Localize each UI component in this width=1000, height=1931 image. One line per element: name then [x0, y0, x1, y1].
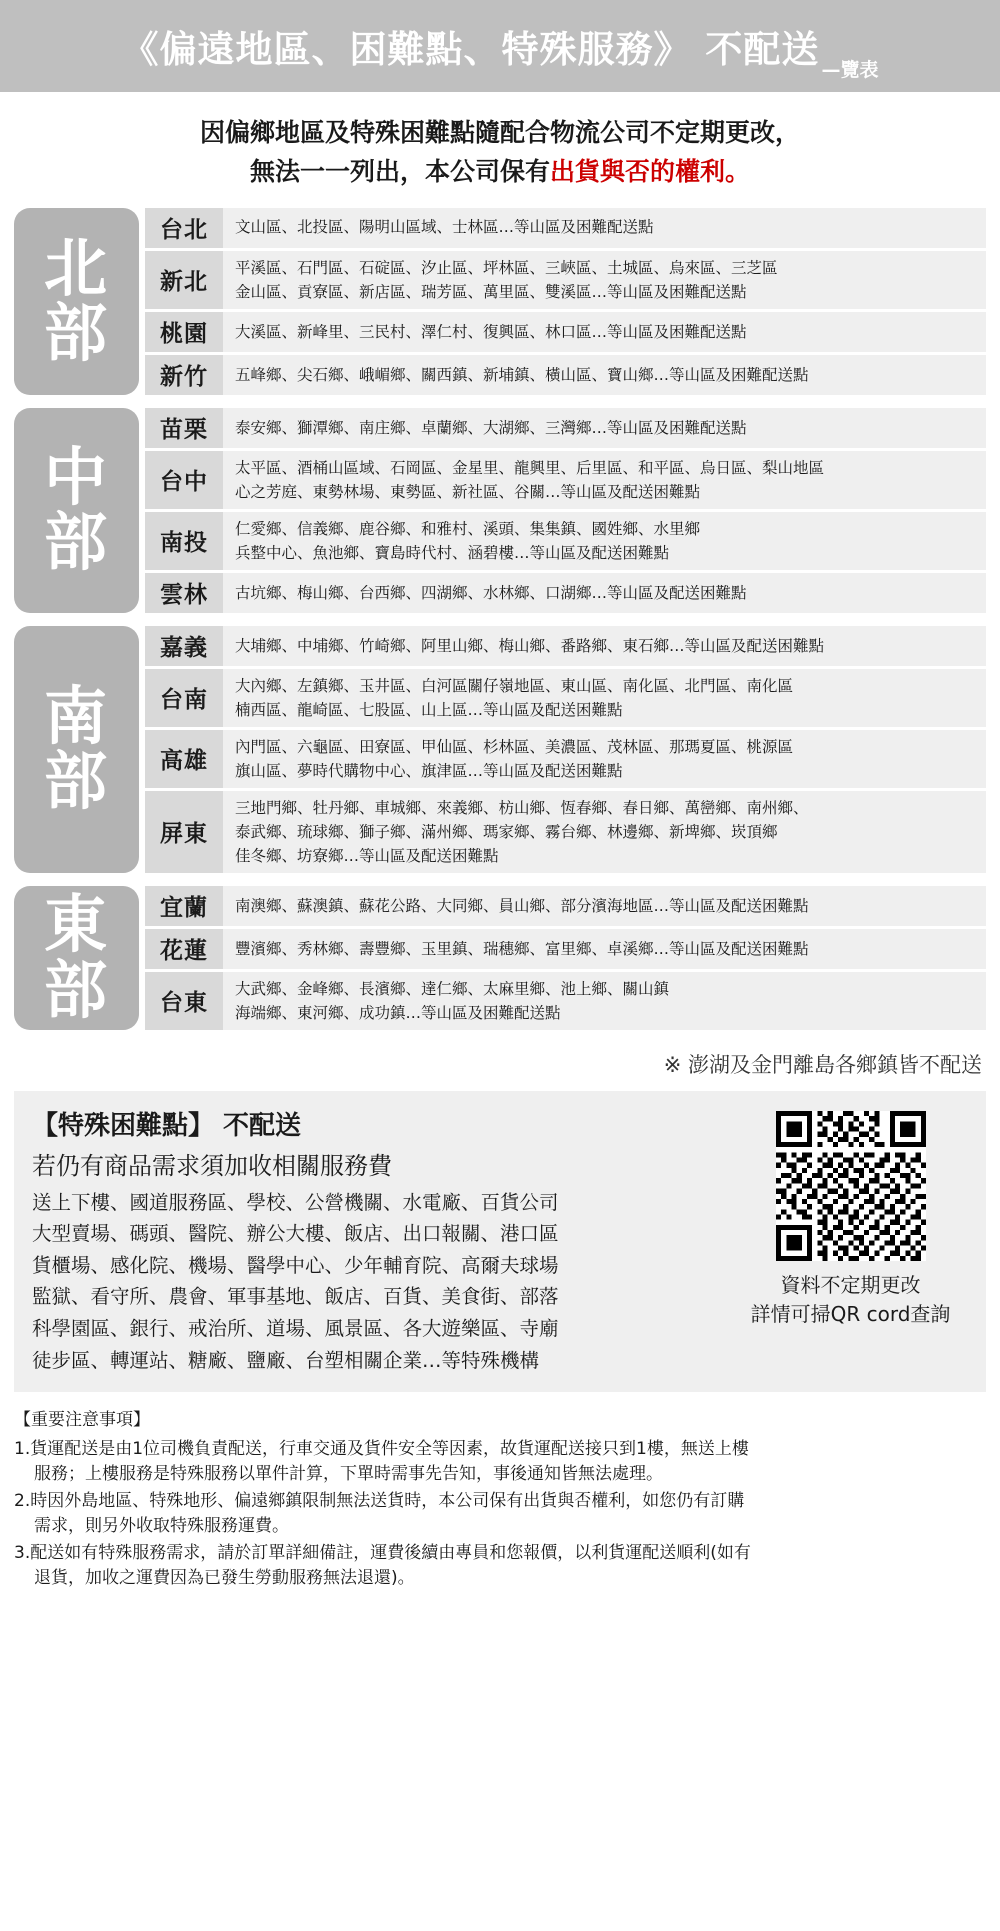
- table-row: [145, 972, 986, 1030]
- area-detail-line: 泰安鄉、獅潭鄉、南庄鄉、卓蘭鄉、大湖鄉、三灣鄉…等山區及困難配送點: [235, 418, 747, 437]
- footer-note-line: 退貨，加收之運費因為已發生勞動服務無法退還)。: [34, 1568, 415, 1589]
- footer-note-line: 2.時因外島地區、特殊地形、偏遠鄉鎮限制無法送貨時，本公司保有出貨與否權利，如您仍有訂購: [14, 1490, 745, 1511]
- area-detail-line: 古坑鄉、梅山鄉、台西鄉、四湖鄉、水林鄉、口湖鄉…等山區及配送困難點: [235, 583, 747, 602]
- footer-notes: [0, 1392, 1000, 1613]
- table-row: [145, 886, 986, 926]
- footer-title: 【重要注意事項】: [14, 1410, 150, 1431]
- special-list-item: 貨櫃場、感化院、機場、醫學中心、少年輔育院、高爾夫球場: [32, 1253, 559, 1277]
- area-detail: [223, 886, 986, 926]
- special-left-column: [32, 1105, 733, 1376]
- area-detail-line: 仁愛鄉、信義鄉、鹿谷鄉、和雅村、溪頭、集集鎮、國姓鄉、水里鄉: [235, 519, 701, 538]
- footer-note-line: 服務；上樓服務是特殊服務以單件計算，下單時需事先告知，事後通知皆無法處理。: [34, 1464, 663, 1485]
- table-row: [145, 929, 986, 969]
- city-label: 桃園: [145, 312, 223, 352]
- region-rows: [145, 626, 986, 873]
- area-detail-line: 楠西區、龍崎區、七股區、山上區…等山區及配送困難點: [235, 700, 623, 719]
- region-group: [14, 626, 986, 873]
- area-detail: [223, 626, 986, 666]
- area-detail: [223, 251, 986, 309]
- special-difficult-points-block: [14, 1091, 986, 1392]
- city-label: 苗栗: [145, 408, 223, 448]
- special-list: [32, 1187, 733, 1376]
- footer-note: [14, 1437, 986, 1488]
- notice-line-2: [0, 153, 1000, 192]
- area-detail: [223, 512, 986, 570]
- page-title-suffix: —覽表: [821, 59, 879, 81]
- area-detail-line: 平溪區、石門區、石碇區、汐止區、坪林區、三峽區、土城區、烏來區、三芝區: [235, 258, 778, 277]
- area-detail-line: 佳冬鄉、坊寮鄉…等山區及配送困難點: [235, 846, 499, 865]
- area-detail-line: 三地門鄉、牡丹鄉、車城鄉、來義鄉、枋山鄉、恆春鄉、春日鄉、萬巒鄉、南州鄉、: [235, 798, 809, 817]
- area-detail: [223, 929, 986, 969]
- area-detail-line: 大溪區、新峰里、三民村、澤仁村、復興區、林口區…等山區及困難配送點: [235, 322, 747, 341]
- city-label: 新北: [145, 251, 223, 309]
- area-detail: [223, 791, 986, 873]
- table-row: [145, 791, 986, 873]
- table-row: [145, 355, 986, 395]
- area-detail-line: 兵整中心、魚池鄉、寶島時代村、涵碧樓…等山區及配送困難點: [235, 543, 670, 562]
- city-label: 嘉義: [145, 626, 223, 666]
- area-detail-line: 泰武鄉、琉球鄉、獅子鄉、滿州鄉、瑪家鄉、霧台鄉、林邊鄉、新埤鄉、崁頂鄉: [235, 822, 778, 841]
- table-row: [145, 312, 986, 352]
- page-title: 《偏遠地區、困難點、特殊服務》 不配送: [121, 28, 820, 71]
- area-detail: [223, 355, 986, 395]
- table-row: [145, 408, 986, 448]
- area-detail-line: 旗山區、夢時代購物中心、旗津區…等山區及配送困難點: [235, 761, 623, 780]
- area-detail-line: 大武鄉、金峰鄉、長濱鄉、達仁鄉、太麻里鄉、池上鄉、關山鎮: [235, 979, 670, 998]
- area-detail-line: 大內鄉、左鎮鄉、玉井區、白河區關仔嶺地區、東山區、南化區、北門區、南化區: [235, 676, 794, 695]
- island-note: ※ 澎湖及金門離島各鄉鎮皆不配送: [663, 1052, 982, 1077]
- area-detail: [223, 972, 986, 1030]
- area-detail: [223, 573, 986, 613]
- qr-caption: [751, 1271, 951, 1329]
- region-group: [14, 208, 986, 395]
- area-detail-line: 大埔鄉、中埔鄉、竹崎鄉、阿里山鄉、梅山鄉、番路鄉、東石鄉…等山區及配送困難點: [235, 636, 825, 655]
- area-detail: [223, 312, 986, 352]
- region-label: 東部: [14, 886, 139, 1030]
- footer-note-line: 1.貨運配送是由1位司機負責配送，行車交通及貨件安全等因素，故貨運配送接只到1樓，無送上樓: [14, 1438, 749, 1459]
- area-detail: [223, 408, 986, 448]
- city-label: 屏東: [145, 791, 223, 873]
- notice-block: [0, 92, 1000, 208]
- area-detail-line: 文山區、北投區、陽明山區域、士林區…等山區及困難配送點: [235, 218, 654, 237]
- city-label: 花蓮: [145, 929, 223, 969]
- special-list-item: 送上下樓、國道服務區、學校、公營機關、水電廠、百貨公司: [32, 1190, 559, 1214]
- special-list-item: 徒步區、轉運站、糖廠、鹽廠、台塑相關企業…等特殊機構: [32, 1348, 540, 1372]
- footer-note: [14, 1541, 986, 1592]
- area-detail-line: 南澳鄉、蘇澳鎮、蘇花公路、大同鄉、員山鄉、部分濱海地區…等山區及配送困難點: [235, 896, 809, 915]
- region-rows: [145, 408, 986, 613]
- table-row: [145, 573, 986, 613]
- notice-line-2-highlight: 出貨與否的權利。: [550, 156, 751, 186]
- region-label: 北部: [14, 208, 139, 395]
- area-detail: [223, 669, 986, 727]
- area-detail-line: 海端鄉、東河鄉、成功鎮…等山區及困難配送點: [235, 1003, 561, 1022]
- area-detail-line: 豐濱鄉、秀林鄉、壽豐鄉、玉里鎮、瑞穗鄉、富里鄉、卓溪鄉…等山區及配送困難點: [235, 939, 809, 958]
- city-label: 台中: [145, 451, 223, 509]
- city-label: 雲林: [145, 573, 223, 613]
- area-detail: [223, 451, 986, 509]
- city-label: 新竹: [145, 355, 223, 395]
- special-list-item: 科學園區、銀行、戒治所、道場、風景區、各大遊樂區、寺廟: [32, 1317, 559, 1341]
- footer-item-list: [14, 1437, 986, 1592]
- page-header: [0, 0, 1000, 92]
- table-row: [145, 669, 986, 727]
- footer-note-line: 需求，則另外收取特殊服務運費。: [34, 1516, 289, 1537]
- region-rows: [145, 208, 986, 395]
- qr-code-icon: [776, 1111, 926, 1261]
- city-label: 高雄: [145, 730, 223, 788]
- qr-caption-line-2: 詳情可掃QR cord查詢: [750, 1301, 951, 1326]
- area-detail-line: 太平區、酒桶山區域、石岡區、金星里、龍興里、后里區、和平區、烏日區、梨山地區: [235, 458, 825, 477]
- table-row: [145, 512, 986, 570]
- region-table: [0, 208, 1000, 1030]
- region-label: 南部: [14, 626, 139, 873]
- area-detail-line: 心之芳庭、東勢林場、東勢區、新社區、谷關…等山區及配送困難點: [235, 482, 701, 501]
- special-list-item: 監獄、看守所、農會、軍事基地、飯店、百貨、美食街、部落: [32, 1285, 559, 1309]
- notice-line-1: 因偏鄉地區及特殊困難點隨配合物流公司不定期更改，: [199, 118, 800, 147]
- region-label: 中部: [14, 408, 139, 613]
- table-row: [145, 730, 986, 788]
- special-list-item: 大型賣場、碼頭、醫院、辦公大樓、飯店、出口報關、港口區: [32, 1222, 559, 1246]
- table-row: [145, 251, 986, 309]
- footer-note: [14, 1489, 986, 1540]
- region-group: [14, 408, 986, 613]
- city-label: 宜蘭: [145, 886, 223, 926]
- table-row: [145, 208, 986, 248]
- area-detail: [223, 730, 986, 788]
- region-group: [14, 886, 986, 1030]
- area-detail: [223, 208, 986, 248]
- area-detail-line: 金山區、貢寮區、新店區、瑞芳區、萬里區、雙溪區…等山區及困難配送點: [235, 282, 747, 301]
- special-right-column: [733, 1105, 968, 1329]
- qr-caption-line-1: 資料不定期更改: [780, 1272, 921, 1297]
- city-label: 台東: [145, 972, 223, 1030]
- area-detail-line: 內門區、六龜區、田寮區、甲仙區、杉林區、美濃區、茂林區、那瑪夏區、桃源區: [235, 737, 794, 756]
- city-label: 台南: [145, 669, 223, 727]
- table-row: [145, 451, 986, 509]
- region-rows: [145, 886, 986, 1030]
- city-label: 台北: [145, 208, 223, 248]
- notice-line-2-part-a: 無法一一列出，本公司保有: [249, 156, 550, 186]
- special-subtitle: 若仍有商品需求須加收相關服務費: [32, 1151, 392, 1180]
- footer-note-line: 3.配送如有特殊服務需求，請於訂單詳細備註，運費後續由專員和您報價，以利貨運配送順利(如有: [14, 1542, 751, 1563]
- city-label: 南投: [145, 512, 223, 570]
- special-title: 【特殊困難點】 不配送: [32, 1110, 302, 1141]
- area-detail-line: 五峰鄉、尖石鄉、峨嵋鄉、關西鎮、新埔鎮、橫山區、寶山鄉…等山區及困難配送點: [235, 365, 809, 384]
- table-row: [145, 626, 986, 666]
